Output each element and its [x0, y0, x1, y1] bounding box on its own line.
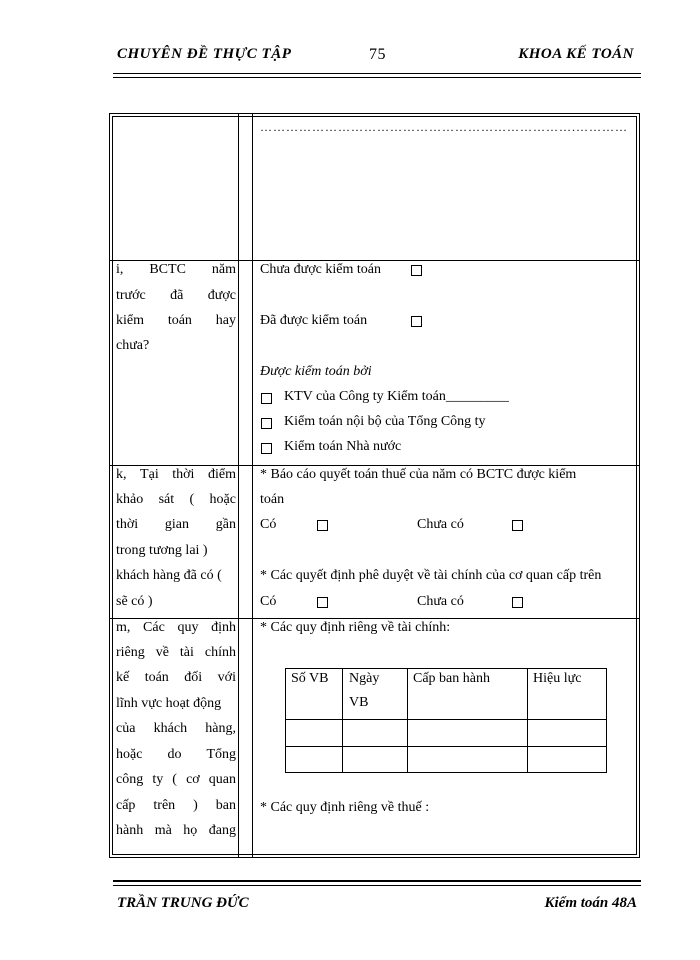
label-word: trước [116, 288, 146, 303]
checkbox-ktv[interactable] [261, 393, 272, 404]
label-word: BCTC [149, 262, 186, 277]
label-word: điểm [207, 467, 236, 482]
tax-rules-heading: * Các quy định riêng về thuế : [260, 800, 430, 815]
row-m-label-line [116, 823, 236, 839]
label-word: họ [183, 823, 198, 838]
col-header-doc-date: Ngày VB [349, 671, 380, 710]
row-k-label-line [116, 517, 236, 533]
label-word: quy [177, 620, 199, 635]
label-word: đối [184, 670, 203, 685]
row-m-label-line [116, 670, 236, 686]
label-word: ) [193, 798, 198, 813]
header-department: KHOA KẾ TOÁN [518, 46, 634, 62]
label-word: toán [144, 670, 169, 685]
approval-yes-label: Có [260, 594, 277, 609]
label-word: hoặc [116, 747, 143, 762]
label-word: định [211, 620, 236, 635]
label-word: hay [215, 313, 236, 328]
finance-rules-heading: * Các quy định riêng về tài chính: [260, 620, 451, 635]
approval-no-label: Chưa có [417, 594, 464, 609]
label-word: cơ [186, 772, 200, 787]
subtable-col-divider [407, 669, 408, 772]
label-word: quan [208, 772, 236, 787]
row-k-label-line: khách hàng đã có ( [116, 568, 222, 583]
checkbox-tax-yes[interactable] [317, 520, 328, 531]
checkbox-tax-no[interactable] [512, 520, 523, 531]
label-word: ( [189, 492, 195, 507]
checkbox-internal-audit[interactable] [261, 418, 272, 429]
column-divider [252, 114, 253, 857]
row-k-label-line: trong tương lai ) [116, 543, 208, 558]
label-word: thời [116, 517, 139, 532]
row-divider [110, 260, 639, 261]
option-not-audited [260, 262, 381, 278]
label-word: do [167, 747, 182, 762]
label-word: m, [116, 620, 131, 635]
checkbox-state-audit[interactable] [261, 443, 272, 454]
label-word: gần [215, 517, 236, 532]
label-word: toán [167, 313, 192, 328]
subtable-col-divider [527, 669, 528, 772]
label-word: ban [215, 798, 236, 813]
label-word: trên [153, 798, 176, 813]
subtable-row-divider [286, 746, 606, 747]
header-rule-thin [113, 77, 641, 78]
row-m-label-line [116, 747, 236, 763]
audited-by-heading: Được kiểm toán bởi [260, 364, 372, 379]
col-header-issuer: Cấp ban hành [413, 671, 490, 686]
option-audited [260, 313, 367, 329]
label-word: thời [172, 467, 195, 482]
label-word: khách [153, 721, 188, 736]
header-title: CHUYÊN ĐỀ THỰC TẬP [117, 46, 292, 62]
option-label: Chưa được kiểm toán [260, 262, 381, 277]
footer-rule-thin [113, 885, 641, 886]
label-word: sát [158, 492, 175, 507]
option-internal-audit: Kiểm toán nội bộ của Tổng Công ty [284, 414, 486, 429]
row-k-label-line [116, 492, 236, 508]
row-m-label-line [116, 721, 236, 737]
label-word: được [207, 288, 236, 303]
row-k-label-line [116, 467, 236, 483]
label-word: của [116, 721, 136, 736]
col-header-validity: Hiệu lực [533, 671, 582, 686]
label-word: khảo [116, 492, 144, 507]
row-i-label-line [116, 338, 149, 354]
tax-settlement-question-cont: toán [260, 492, 285, 507]
header-rule [113, 73, 641, 74]
row-m-label-line [116, 772, 236, 788]
label-word: cấp [116, 798, 136, 813]
label-word: ( [172, 772, 177, 787]
label-word: mà [154, 823, 172, 838]
row-divider [110, 465, 639, 466]
row-i-label-line [116, 288, 236, 304]
label-word: k, [116, 467, 127, 482]
row-m-label-line [116, 620, 236, 636]
class-name: Kiểm toán 48A [544, 895, 637, 911]
option-state-audit: Kiểm toán Nhà nước [284, 439, 402, 454]
label-word: kiểm [116, 313, 144, 328]
subtable-row-divider [286, 719, 606, 720]
footer-rule [113, 880, 641, 882]
label-word: đang [208, 823, 236, 838]
label-word: với [217, 670, 236, 685]
label-word: i, [116, 262, 124, 277]
label-word: hoặc [209, 492, 236, 507]
tax-settlement-question: * Báo cáo quyết toán thuế của năm có BCTC được kiểm [260, 467, 577, 482]
option-ktv: KTV của Công ty Kiểm toán_________ [284, 389, 509, 404]
label-word: riêng [116, 645, 145, 660]
checkbox-not-audited[interactable] [411, 265, 422, 276]
row-i-label-line [116, 313, 236, 329]
row-m-label-line [116, 798, 236, 814]
label-word: năm [211, 262, 236, 277]
label-word: tài [179, 645, 194, 660]
label-word: Tổng [206, 747, 236, 762]
label-word: kế [116, 670, 130, 685]
col-header-doc-number: Số VB [291, 671, 329, 686]
tax-settlement-no-label: Chưa có [417, 517, 464, 532]
row-k-label-line: sẽ có ) [116, 594, 153, 609]
label-word: chính [204, 645, 236, 660]
label-word: hành [116, 823, 144, 838]
column-divider [238, 114, 239, 857]
label-word: về [155, 645, 169, 660]
checkbox-approval-no[interactable] [512, 597, 523, 608]
row-i-label-line [116, 262, 236, 278]
label-word: đã [170, 288, 184, 303]
label-word: hàng, [205, 721, 236, 736]
checkbox-audited[interactable] [411, 316, 422, 327]
approval-question: * Các quyết định phê duyệt về tài chính của cơ quan cấp trên [260, 568, 602, 583]
author-name: TRẦN TRUNG ĐỨC [117, 895, 249, 911]
option-label: Đã được kiểm toán [260, 313, 368, 328]
row-m-label-line [116, 645, 236, 661]
placeholder-dots: ……………………………………………………………….………… [260, 120, 628, 134]
page-number: 75 [369, 46, 386, 63]
row-m-label-line: lĩnh vực hoạt động [116, 696, 222, 711]
label-word: công [116, 772, 144, 787]
label-word: Các [143, 620, 165, 635]
label-word: ty [152, 772, 164, 787]
label-word: chưa? [116, 338, 150, 353]
label-word: Tại [140, 467, 159, 482]
row-divider [110, 618, 639, 619]
tax-settlement-yes-label: Có [260, 517, 277, 532]
label-word: gian [164, 517, 190, 532]
subtable-col-divider [342, 669, 343, 772]
checkbox-approval-yes[interactable] [317, 597, 328, 608]
